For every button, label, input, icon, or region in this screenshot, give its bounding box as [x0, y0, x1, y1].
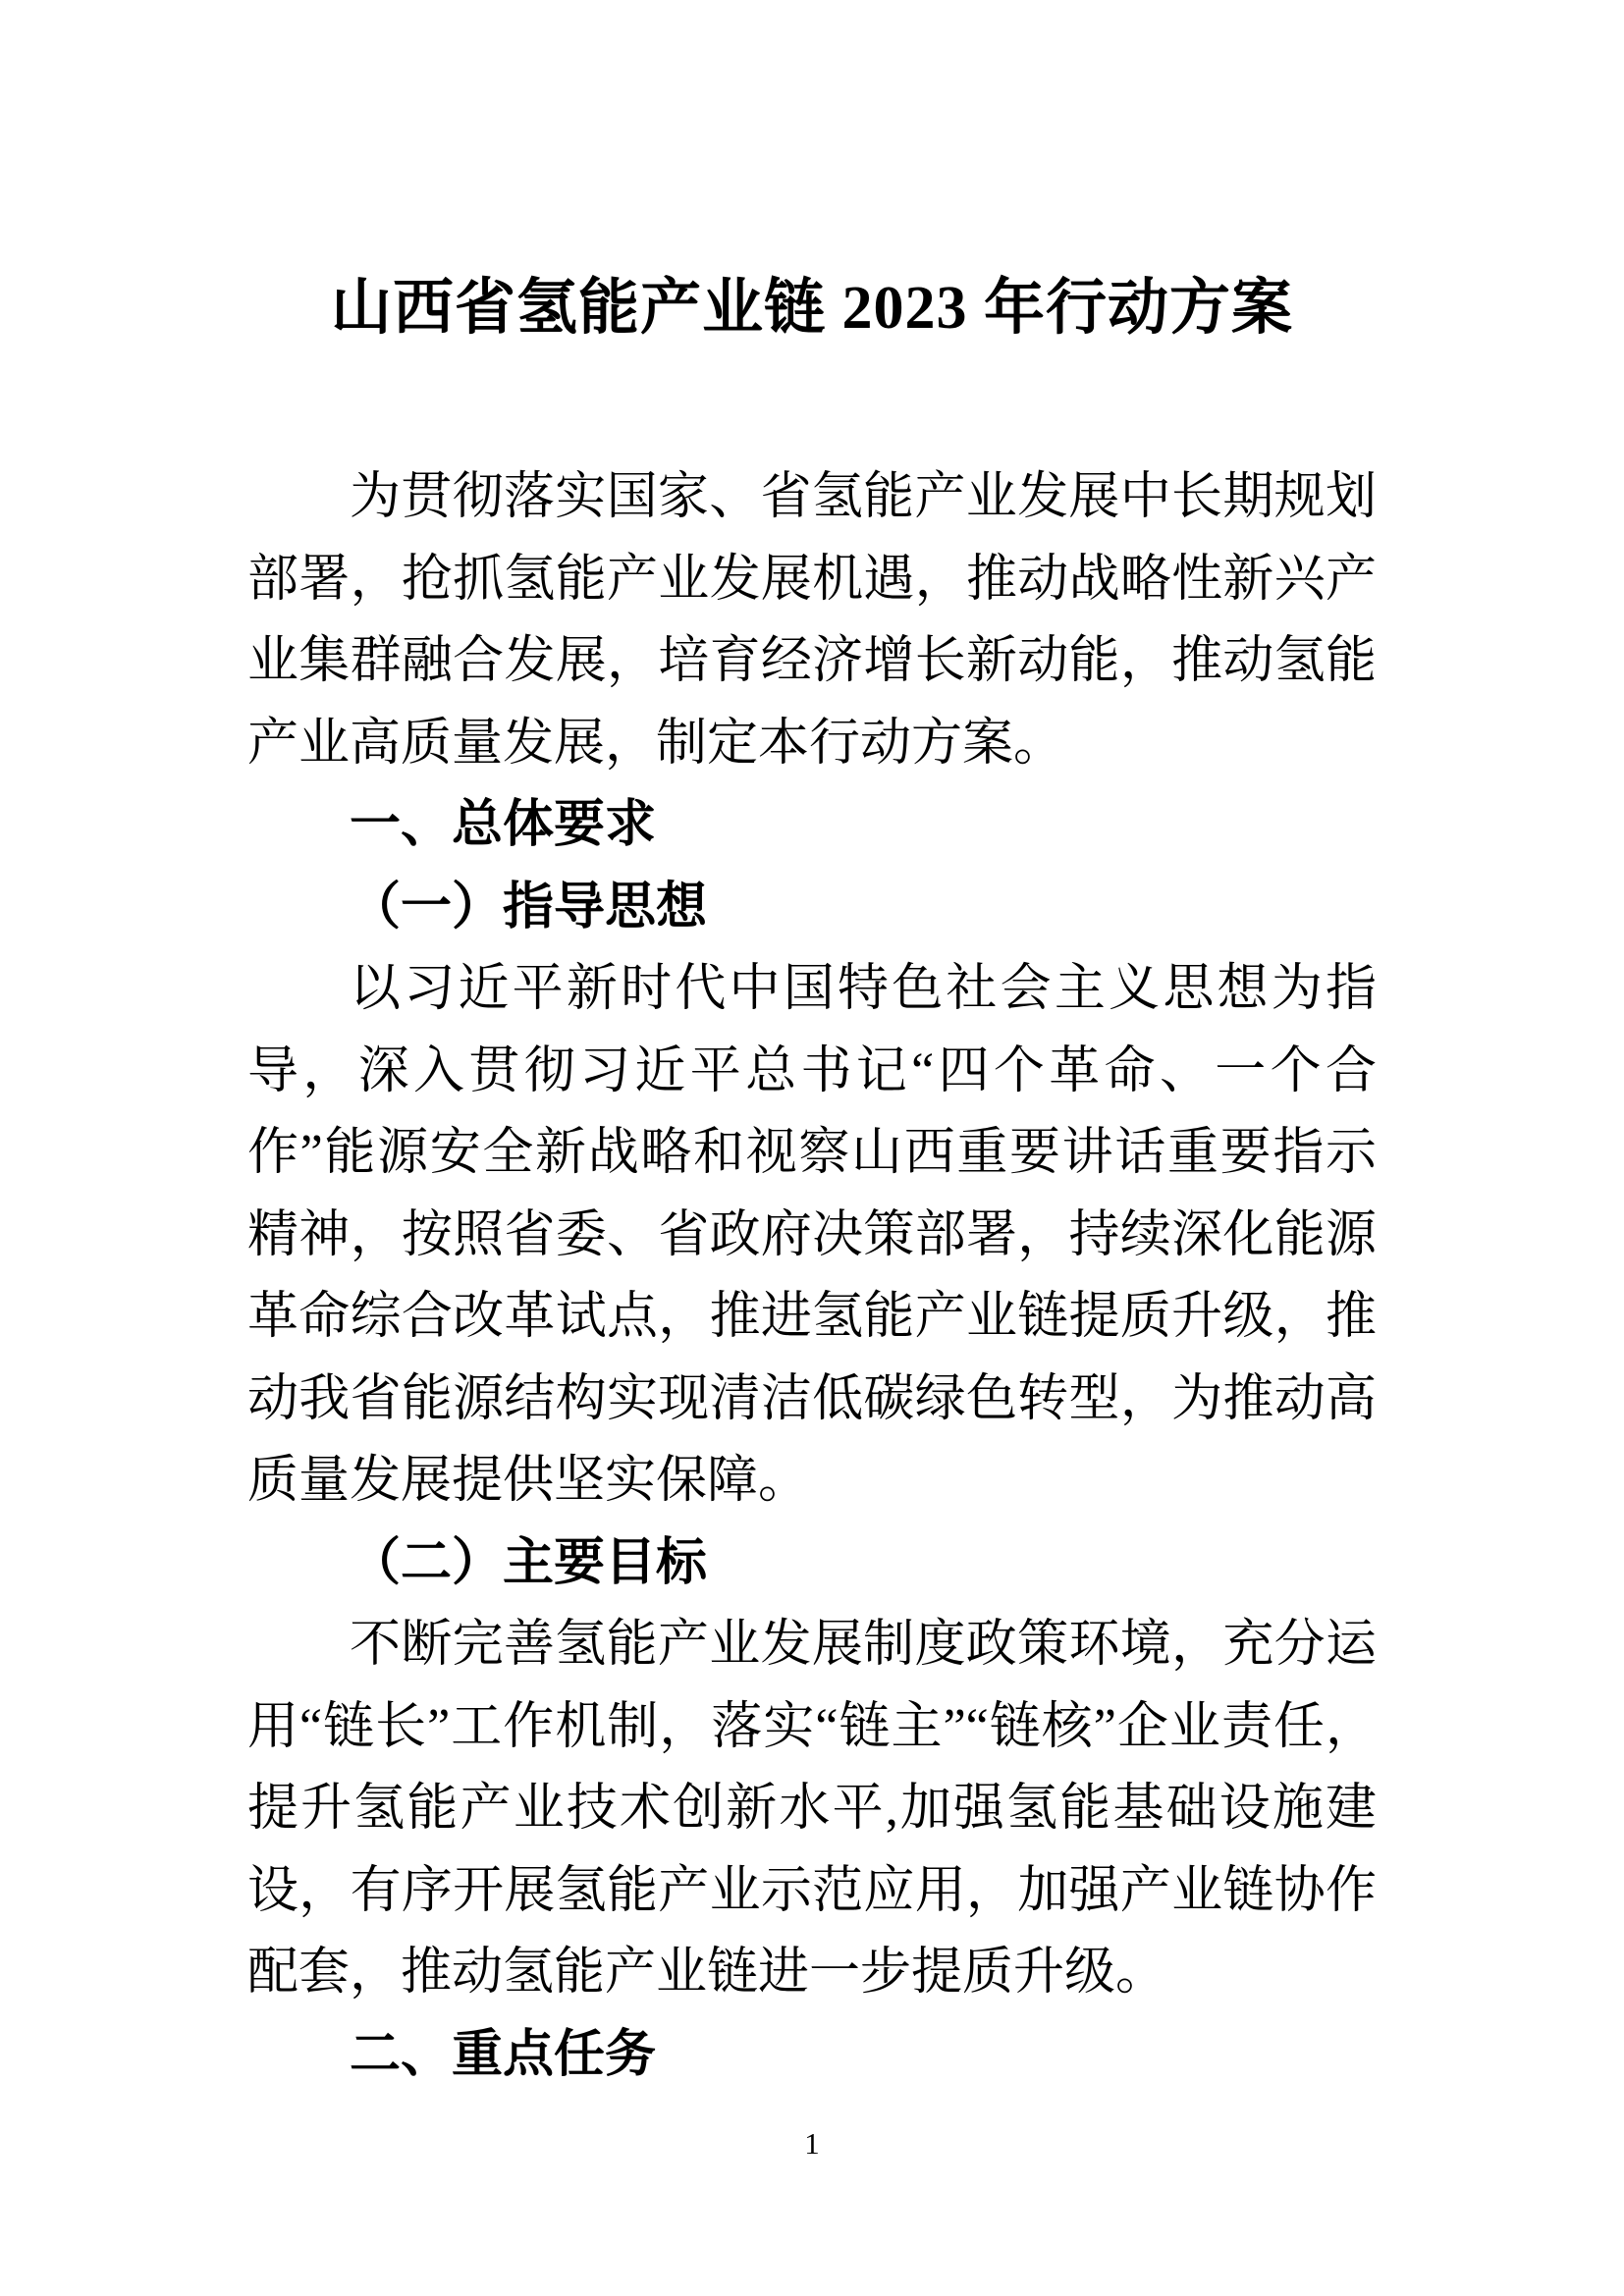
- page-number: 1: [804, 2126, 820, 2161]
- subsection-1-1-heading: （一）指导思想: [350, 879, 708, 935]
- section-1-heading: 一、总体要求: [350, 796, 657, 853]
- document-title: 山西省氢能产业链 2023 年行动方案: [330, 275, 1293, 342]
- subsection-1-2-heading: （二）主要目标: [350, 1534, 708, 1591]
- section-2-heading: 二、重点任务: [350, 2025, 657, 2083]
- subsection-1-2-paragraph: 不断完善氢能产业发展制度政策环境，充分运用“链长”工作机制，落实“链主”“链核”企业责任，提升氢能产业技术创新水平,加强氢能基础设施建设，有序开展氢能产业示范应用，加强产业链协作配套，推动氢能产业链进一步提质升级。: [247, 1617, 1377, 2001]
- subsection-1-1-paragraph: 以习近平新时代中国特色社会主义思想为指导，深入贯彻习近平总书记“四个革命、一个合作”能源安全新战略和视察山西重要讲话重要指示精神，按照省委、省政府决策部署，持续深化能源革命综合改革试点，推进氢能产业链提质升级，推动我省能源结构实现清洁低碳绿色转型，为推动高质量发展提供坚实保障。: [247, 961, 1377, 1509]
- document-content: [247, 275, 1377, 2096]
- intro-paragraph: 为贯彻落实国家、省氢能产业发展中长期规划部署，抢抓氢能产业发展机遇，推动战略性新兴产业集群融合发展，培育经济增长新动能，推动氢能产业高质量发展，制定本行动方案。: [247, 469, 1377, 772]
